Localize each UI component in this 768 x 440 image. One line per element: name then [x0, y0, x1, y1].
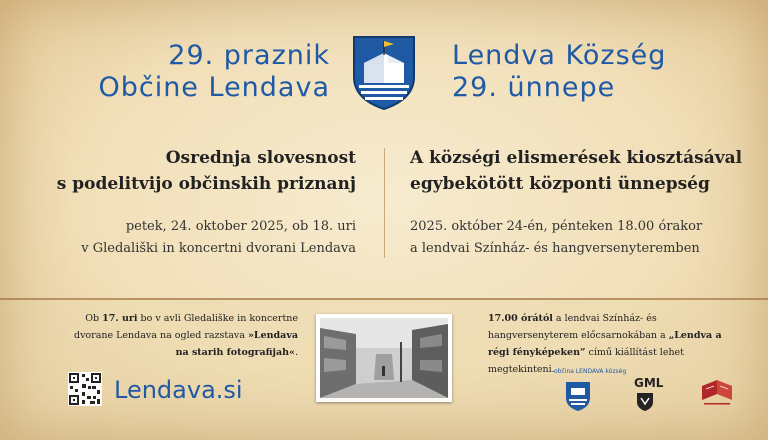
title-slovene: [98, 40, 330, 104]
event-title-slovene: [57, 145, 356, 197]
lendava-municipality-logo-icon: [563, 372, 593, 412]
library-book-logo-icon: [698, 376, 736, 408]
partner-lendava-label: občina LENDAVA község: [554, 368, 627, 375]
gml-shield-icon: [636, 392, 654, 412]
event-title-hu-1: A községi elismerések kiosztásával: [410, 148, 743, 168]
title-hu-line1: Lendva Község: [452, 40, 667, 71]
center-divider: [384, 148, 385, 258]
title-hungarian: [452, 40, 666, 104]
note-sl-mid: bo v avli Gledališke in koncertne dvorane Lendava na ogled razstava: [73, 313, 298, 341]
note-hu-post: című kiállítást lehet megtekinteni.: [488, 347, 684, 375]
title-sl-line1: 29. praznik: [168, 40, 330, 71]
note-hu-exhibit: „Lendva a régi fényképeken”: [488, 330, 722, 358]
event-title-hungarian: [410, 145, 742, 197]
event-when-hu-1: 2025. október 24-én, pénteken 18.00 órakor: [410, 219, 703, 234]
event-when-slovene: [81, 216, 356, 260]
note-hu-time: 17.00 órától: [488, 313, 553, 324]
event-title-hu-2: egybekötött központi ünnepség: [410, 174, 710, 194]
event-when-hungarian: [410, 216, 702, 260]
event-when-sl-2: v Gledališki in koncertni dvorani Lendava: [81, 241, 356, 256]
old-street-photo: [316, 314, 452, 402]
exhibition-note-slovene: [58, 310, 298, 361]
title-hu-line2: 29. ünnepe: [452, 72, 616, 103]
note-sl-pre: Ob: [85, 313, 103, 324]
note-hu-mid: a lendvai Színház- és hangversenyterem előcsarnokában a: [488, 313, 669, 341]
note-sl-time: 17. uri: [102, 313, 138, 324]
event-title-sl-2: s podelitvijo občinskih priznanj: [56, 174, 356, 194]
note-sl-exhibit: »Lendava na starih fotografijah«: [175, 330, 298, 358]
event-title-sl-1: Osrednja slovesnost: [165, 148, 356, 168]
note-sl-post: .: [294, 347, 298, 358]
lendava-crest-icon: [350, 33, 418, 111]
title-sl-line2: Občine Lendava: [98, 72, 330, 103]
website-link[interactable]: Lendava.si: [114, 376, 243, 404]
event-when-sl-1: petek, 24. oktober 2025, ob 18. uri: [125, 219, 356, 234]
event-when-hu-2: a lendvai Színház- és hangversenyteremben: [410, 241, 700, 256]
gml-logo-text: GML: [634, 376, 664, 390]
qr-code-icon[interactable]: [68, 372, 102, 406]
